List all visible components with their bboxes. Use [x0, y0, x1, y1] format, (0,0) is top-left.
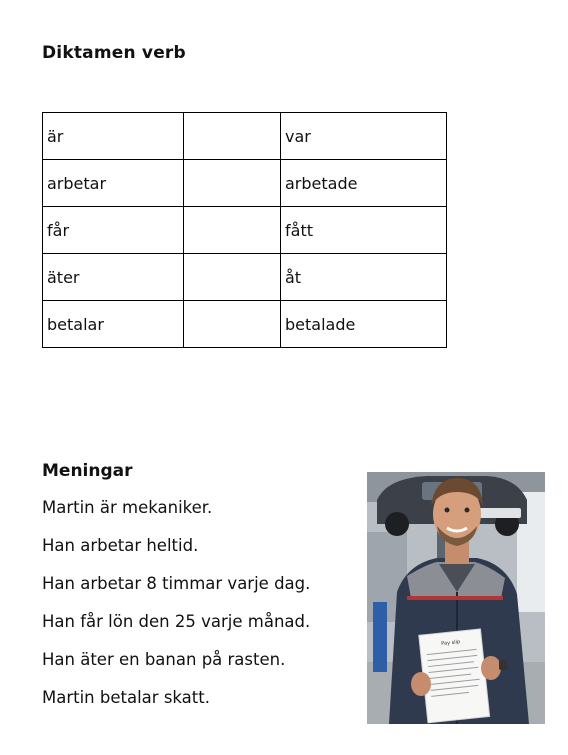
table-cell-past: var [281, 113, 447, 160]
table-cell-past: åt [281, 254, 447, 301]
table-cell-blank[interactable] [184, 113, 281, 160]
verb-table [42, 112, 447, 348]
list-item: Han arbetar 8 timmar varje dag. [42, 574, 311, 593]
table-cell-present: äter [43, 254, 184, 301]
table-cell-past: arbetade [281, 160, 447, 207]
mechanic-photo-icon [367, 472, 545, 724]
list-item: Martin betalar skatt. [42, 688, 210, 707]
list-item: Martin är mekaniker. [42, 498, 213, 517]
table-cell-blank[interactable] [184, 207, 281, 254]
page-title: Diktamen verb [42, 43, 186, 63]
table-cell-past: betalade [281, 301, 447, 348]
table-cell-blank[interactable] [184, 254, 281, 301]
table-row [43, 113, 447, 160]
list-item: Han arbetar heltid. [42, 536, 199, 555]
table-row [43, 207, 447, 254]
table-cell-present: är [43, 113, 184, 160]
table-cell-present: får [43, 207, 184, 254]
table-row [43, 254, 447, 301]
paper-heading: Pay slip [441, 639, 461, 648]
list-item: Han får lön den 25 varje månad. [42, 612, 311, 631]
sentences-heading: Meningar [42, 461, 133, 481]
sentence-list [42, 497, 310, 725]
table-row [43, 160, 447, 207]
table-cell-blank[interactable] [184, 160, 281, 207]
table-row [43, 301, 447, 348]
table-cell-present: arbetar [43, 160, 184, 207]
table-cell-present: betalar [43, 301, 184, 348]
table-cell-past: fått [281, 207, 447, 254]
table-cell-blank[interactable] [184, 301, 281, 348]
list-item: Han äter en banan på rasten. [42, 650, 286, 669]
